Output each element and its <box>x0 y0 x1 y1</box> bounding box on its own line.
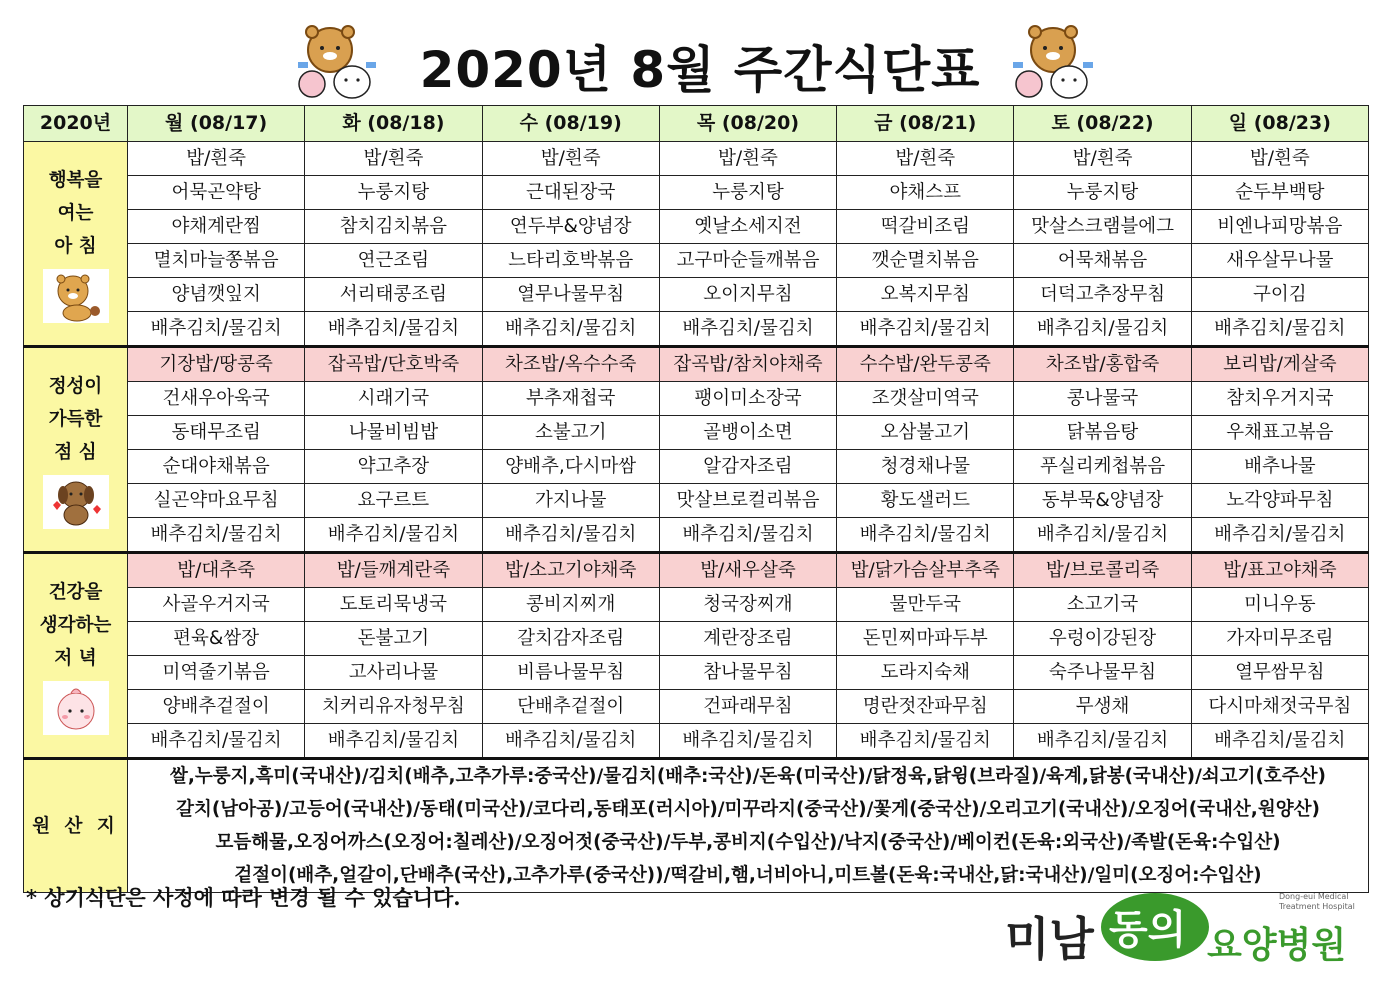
menu-item: 건파래무침 <box>659 690 836 724</box>
menu-item: 배추김치/물김치 <box>659 518 836 553</box>
menu-item: 옛날소세지전 <box>659 210 836 244</box>
menu-item: 오복지무침 <box>837 278 1014 312</box>
menu-item: 수수밥/완두콩죽 <box>837 347 1014 382</box>
change-notice: * 상기식단은 사정에 따라 변경 될 수 있습니다. <box>26 885 461 910</box>
menu-item: 더덕고추장무침 <box>1014 278 1191 312</box>
menu-item: 다시마채젓국무침 <box>1191 690 1368 724</box>
menu-item: 순대야채볶음 <box>128 450 305 484</box>
menu-item: 도토리묵냉국 <box>305 588 482 622</box>
menu-item: 밥/흰죽 <box>482 142 659 176</box>
table-row <box>24 484 1369 518</box>
menu-item: 청경채나물 <box>837 450 1014 484</box>
menu-item: 골뱅이소면 <box>659 416 836 450</box>
menu-item: 소고기국 <box>1014 588 1191 622</box>
menu-item: 누룽지탕 <box>305 176 482 210</box>
meal-label: 건강을 생각하는 저 녁 <box>39 582 112 669</box>
table-row <box>24 724 1369 759</box>
logo-text-3: 요양병원 <box>1207 925 1347 966</box>
menu-item: 조갯살미역국 <box>837 382 1014 416</box>
menu-item: 밥/들깨계란죽 <box>305 553 482 588</box>
table-row <box>24 176 1369 210</box>
menu-item: 도라지숙채 <box>837 656 1014 690</box>
menu-item: 배추김치/물김치 <box>305 724 482 759</box>
weekly-menu-table <box>23 105 1369 893</box>
menu-item: 배추김치/물김치 <box>1191 312 1368 347</box>
origin-text <box>128 759 1369 893</box>
day-header: 금 (08/21) <box>837 106 1014 142</box>
menu-item: 비엔나피망볶음 <box>1191 210 1368 244</box>
menu-item: 부추재첩국 <box>482 382 659 416</box>
day-header: 수 (08/19) <box>482 106 659 142</box>
menu-item: 밥/브로콜리죽 <box>1014 553 1191 588</box>
meal-label: 정성이 가득한 점 심 <box>48 376 103 463</box>
menu-item: 기장밥/땅콩죽 <box>128 347 305 382</box>
day-header: 목 (08/20) <box>659 106 836 142</box>
menu-item: 배추김치/물김치 <box>1191 724 1368 759</box>
menu-item: 닭볶음탕 <box>1014 416 1191 450</box>
menu-item: 콩나물국 <box>1014 382 1191 416</box>
menu-item: 치커리유자청무침 <box>305 690 482 724</box>
table-row <box>24 416 1369 450</box>
menu-item: 갈치감자조림 <box>482 622 659 656</box>
menu-item: 동부묵&양념장 <box>1014 484 1191 518</box>
menu-item: 누룽지탕 <box>659 176 836 210</box>
menu-item: 밥/흰죽 <box>837 142 1014 176</box>
menu-item: 우채표고볶음 <box>1191 416 1368 450</box>
origin-label: 원 산 지 <box>24 759 128 893</box>
menu-item: 콩비지찌개 <box>482 588 659 622</box>
menu-item: 가지나물 <box>482 484 659 518</box>
menu-item: 고구마순들깨볶음 <box>659 244 836 278</box>
menu-item: 가자미무조림 <box>1191 622 1368 656</box>
menu-item: 참나물무침 <box>659 656 836 690</box>
menu-item: 맛살브로컬리볶음 <box>659 484 836 518</box>
menu-item: 황도샐러드 <box>837 484 1014 518</box>
day-header: 일 (08/23) <box>1191 106 1368 142</box>
ryan-mascot-icon <box>290 22 386 104</box>
menu-item: 노각양파무침 <box>1191 484 1368 518</box>
menu-item: 실곤약마요무침 <box>128 484 305 518</box>
menu-item: 배추김치/물김치 <box>305 518 482 553</box>
menu-item: 알감자조림 <box>659 450 836 484</box>
menu-item: 구이김 <box>1191 278 1368 312</box>
table-row <box>24 382 1369 416</box>
day-header: 월 (08/17) <box>128 106 305 142</box>
menu-item: 배추김치/물김치 <box>659 724 836 759</box>
menu-item: 동태무조림 <box>128 416 305 450</box>
ryan-mascot-icon <box>43 269 109 323</box>
menu-item: 잡곡밥/참치야채죽 <box>659 347 836 382</box>
menu-item: 잡곡밥/단호박죽 <box>305 347 482 382</box>
menu-item: 배추김치/물김치 <box>1014 518 1191 553</box>
menu-item: 미역줄기볶음 <box>128 656 305 690</box>
table-row <box>24 553 1369 588</box>
menu-item: 나물비빔밥 <box>305 416 482 450</box>
origin-line: 겉절이(배추,얼갈이,단배추(국산),고추가루(중국산))/떡갈비,햄,너비아니,미트볼(돈육:국내산,닭:국내산)/일미(오징어:수입산) <box>234 865 1262 886</box>
menu-item: 참치김치볶음 <box>305 210 482 244</box>
menu-item: 오삼불고기 <box>837 416 1014 450</box>
menu-item: 밥/흰죽 <box>1191 142 1368 176</box>
menu-item: 차조밥/홍합죽 <box>1014 347 1191 382</box>
menu-item: 명란젓잔파무침 <box>837 690 1014 724</box>
menu-item: 요구르트 <box>305 484 482 518</box>
menu-item: 느타리호박볶음 <box>482 244 659 278</box>
table-row <box>24 142 1369 176</box>
menu-item: 우렁이강된장 <box>1014 622 1191 656</box>
table-row <box>24 622 1369 656</box>
menu-item: 배추김치/물김치 <box>482 724 659 759</box>
menu-item: 열무쌈무침 <box>1191 656 1368 690</box>
meal-label-cell <box>24 553 128 759</box>
logo-sub-1: Dong-eui Medical <box>1279 892 1349 901</box>
menu-item: 밥/흰죽 <box>659 142 836 176</box>
table-row <box>24 450 1369 484</box>
menu-item: 차조밥/옥수수죽 <box>482 347 659 382</box>
menu-item: 소불고기 <box>482 416 659 450</box>
menu-item: 멸치마늘쫑볶음 <box>128 244 305 278</box>
menu-item: 양배추겉절이 <box>128 690 305 724</box>
menu-item: 팽이미소장국 <box>659 382 836 416</box>
menu-item: 야채스프 <box>837 176 1014 210</box>
menu-item: 순두부백탕 <box>1191 176 1368 210</box>
menu-item: 배추김치/물김치 <box>1014 724 1191 759</box>
year-header: 2020년 <box>24 106 128 142</box>
day-header: 토 (08/22) <box>1014 106 1191 142</box>
frodo-mascot-icon <box>43 475 109 529</box>
menu-item: 맛살스크램블에그 <box>1014 210 1191 244</box>
header-row <box>24 106 1369 142</box>
menu-item: 밥/대추죽 <box>128 553 305 588</box>
menu-item: 배추김치/물김치 <box>305 312 482 347</box>
table-row <box>24 588 1369 622</box>
menu-item: 청국장찌개 <box>659 588 836 622</box>
menu-item: 근대된장국 <box>482 176 659 210</box>
menu-item: 밥/표고야채죽 <box>1191 553 1368 588</box>
table-row <box>24 347 1369 382</box>
menu-item: 무생채 <box>1014 690 1191 724</box>
table-row <box>24 312 1369 347</box>
menu-item: 배추김치/물김치 <box>482 312 659 347</box>
menu-item: 약고추장 <box>305 450 482 484</box>
menu-item: 밥/흰죽 <box>128 142 305 176</box>
menu-item: 배추김치/물김치 <box>128 518 305 553</box>
menu-item: 새우살무나물 <box>1191 244 1368 278</box>
menu-item: 양념깻잎지 <box>128 278 305 312</box>
ryan-mascot-icon <box>1005 22 1101 104</box>
table-row <box>24 656 1369 690</box>
menu-item: 야채계란찜 <box>128 210 305 244</box>
menu-item: 배추김치/물김치 <box>837 518 1014 553</box>
menu-item: 깻순멸치볶음 <box>837 244 1014 278</box>
apeach-mascot-icon <box>43 681 109 735</box>
menu-item: 누룽지탕 <box>1014 176 1191 210</box>
menu-item: 오이지무침 <box>659 278 836 312</box>
table-row <box>24 210 1369 244</box>
table-row <box>24 278 1369 312</box>
menu-item: 배추김치/물김치 <box>482 518 659 553</box>
menu-item: 양배추,다시마쌈 <box>482 450 659 484</box>
menu-item: 어묵채볶음 <box>1014 244 1191 278</box>
title-area <box>0 18 1399 108</box>
menu-item: 물만두국 <box>837 588 1014 622</box>
menu-item: 시래기국 <box>305 382 482 416</box>
page-title: 2020년 8월 주간식단표 <box>419 41 981 99</box>
menu-body <box>24 142 1369 759</box>
menu-item: 건새우아욱국 <box>128 382 305 416</box>
menu-item: 배추김치/물김치 <box>659 312 836 347</box>
menu-item: 떡갈비조림 <box>837 210 1014 244</box>
menu-item: 어묵곤약탕 <box>128 176 305 210</box>
menu-item: 참치우거지국 <box>1191 382 1368 416</box>
origin-line: 갈치(남아공)/고등어(국내산)/동태(미국산)/코다리,동태포(러시아)/미꾸라지(중국산)/꽃게(중국산)/오리고기(국내산)/오징어(국내산,원양산) <box>176 799 1320 820</box>
menu-item: 사골우거지국 <box>128 588 305 622</box>
menu-item: 밥/흰죽 <box>1014 142 1191 176</box>
logo-sub-2: Treatment Hospital <box>1279 902 1355 911</box>
menu-item: 단배추겉절이 <box>482 690 659 724</box>
origin-line: 쌀,누룽지,흑미(국내산)/김치(배추,고추가루:중국산)/물김치(배추:국산)/돈육(미국산)/닭정육,닭윙(브라질)/육계,닭봉(국내산)/쇠고기(호주산) <box>169 766 1326 787</box>
origin-row <box>24 759 1369 893</box>
table-row <box>24 518 1369 553</box>
logo-text-2: 동의 <box>1109 907 1187 953</box>
menu-item: 서리태콩조림 <box>305 278 482 312</box>
menu-item: 배추김치/물김치 <box>837 724 1014 759</box>
meal-label-cell <box>24 347 128 553</box>
menu-item: 미니우동 <box>1191 588 1368 622</box>
logo-text-1: 미남 <box>1005 912 1094 966</box>
menu-item: 배추나물 <box>1191 450 1368 484</box>
menu-item: 편육&쌈장 <box>128 622 305 656</box>
origin-line: 모듬해물,오징어까스(오징어:칠레산)/오징어젓(중국산)/두부,콩비지(수입산)/낙지(중국산)/베이컨(돈육:외국산)/족발(돈육:수입산) <box>215 832 1281 853</box>
table-row <box>24 690 1369 724</box>
day-header: 화 (08/18) <box>305 106 482 142</box>
menu-item: 배추김치/물김치 <box>837 312 1014 347</box>
menu-item: 계란장조림 <box>659 622 836 656</box>
menu-item: 열무나물무침 <box>482 278 659 312</box>
meal-label-cell <box>24 142 128 347</box>
hospital-logo <box>1005 885 1370 975</box>
menu-item: 고사리나물 <box>305 656 482 690</box>
menu-item: 밥/새우살죽 <box>659 553 836 588</box>
table-row <box>24 244 1369 278</box>
menu-item: 돈민찌마파두부 <box>837 622 1014 656</box>
menu-item: 돈불고기 <box>305 622 482 656</box>
menu-item: 배추김치/물김치 <box>128 724 305 759</box>
menu-item: 밥/닭가슴살부추죽 <box>837 553 1014 588</box>
menu-item: 연근조림 <box>305 244 482 278</box>
menu-item: 연두부&양념장 <box>482 210 659 244</box>
menu-item: 밥/흰죽 <box>305 142 482 176</box>
menu-item: 보리밥/게살죽 <box>1191 347 1368 382</box>
menu-item: 숙주나물무침 <box>1014 656 1191 690</box>
menu-item: 배추김치/물김치 <box>1014 312 1191 347</box>
menu-item: 배추김치/물김치 <box>128 312 305 347</box>
menu-item: 비름나물무침 <box>482 656 659 690</box>
menu-item: 배추김치/물김치 <box>1191 518 1368 553</box>
meal-label: 행복을 여는 아 침 <box>48 170 103 257</box>
menu-item: 푸실리케첩볶음 <box>1014 450 1191 484</box>
menu-item: 밥/소고기야채죽 <box>482 553 659 588</box>
